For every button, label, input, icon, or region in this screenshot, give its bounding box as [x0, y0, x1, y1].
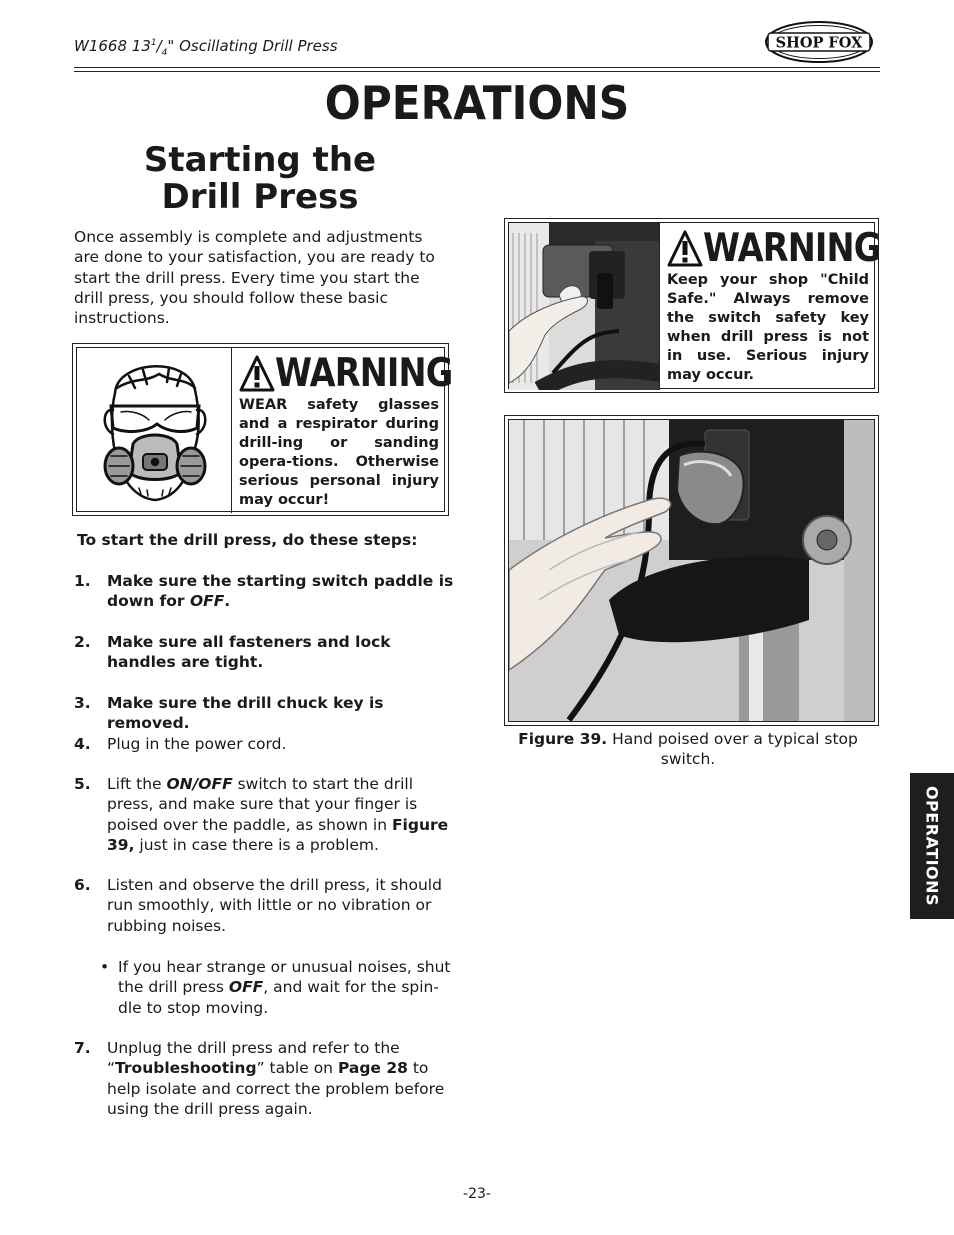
- figure-39-photo: [508, 419, 875, 722]
- step-3: 3. Make sure the drill chuck key is removed.: [74, 694, 384, 733]
- step-1: 1. Make sure the starting switch paddle is down for OFF.: [74, 572, 454, 611]
- warning-triangle-icon: [667, 230, 703, 268]
- switch-key-photo: [509, 223, 660, 390]
- svg-text:SHOP FOX: SHOP FOX: [775, 34, 863, 52]
- step-5: 5. Lift the ON/OFF switch to start the drill press, and make sure that your finger is poised over the paddle, as shown in Figure 39, just in case there is a problem.: [74, 775, 449, 854]
- warning-heading: WARNING: [667, 227, 869, 271]
- warning-heading: WARNING: [239, 352, 439, 396]
- warning-triangle-icon: [239, 355, 275, 393]
- step-6: 6. Listen and observe the drill press, it should run smoothly, with little or no vibration or rubbing noises.: [74, 876, 442, 935]
- section-title: Starting the Drill Press: [143, 140, 377, 217]
- page-title: OPERATIONS: [324, 76, 630, 130]
- steps-intro: To start the drill press, do these steps:: [77, 531, 418, 549]
- warning-box-safety-key: [504, 218, 879, 393]
- header-rule: [74, 67, 880, 68]
- document-header-title: W1668 $13^1/_4$" Oscillating Drill Press: [74, 37, 338, 58]
- figure-39-caption: Figure 39. Hand poised over a typical stop switch.: [518, 730, 858, 769]
- step-7: 7. Unplug the drill press and refer to the “Troubleshooting” table on Page 28 to help isolate and correct the problem before using the drill press again.: [74, 1039, 445, 1118]
- section-side-tab: OPERATIONS: [910, 773, 954, 919]
- step-6-note: • If you hear strange or unusual noises, shut the drill press OFF, and wait for the spin-dle to stop moving.: [100, 958, 451, 1017]
- warning-box-safety-glasses: [72, 343, 453, 516]
- figure-39-frame: [504, 415, 879, 726]
- intro-paragraph: Once assembly is complete and adjustments are done to your satisfaction, you are ready to start the drill press. Every time you start the drill press, you should follow these basic instructions.: [74, 228, 435, 328]
- warning-text: WEAR safety glasses and a respirator during drill-ing or sanding opera-tions. Otherwise serious personal injury may occur!: [239, 397, 439, 508]
- step-4: 4. Plug in the power cord.: [74, 735, 287, 753]
- shop-fox-logo: [764, 20, 874, 64]
- figure-label: Figure 39.: [518, 730, 608, 748]
- page-number: -23-: [463, 1186, 491, 1202]
- header-rule: [74, 71, 880, 72]
- step-2: 2. Make sure all fasteners and lock handles are tight.: [74, 633, 391, 672]
- warning-text: Keep your shop "Child Safe." Always remove the switch safety key when drill press is not in use. Serious injury may occur.: [667, 272, 869, 383]
- respirator-face-illustration: [77, 348, 232, 513]
